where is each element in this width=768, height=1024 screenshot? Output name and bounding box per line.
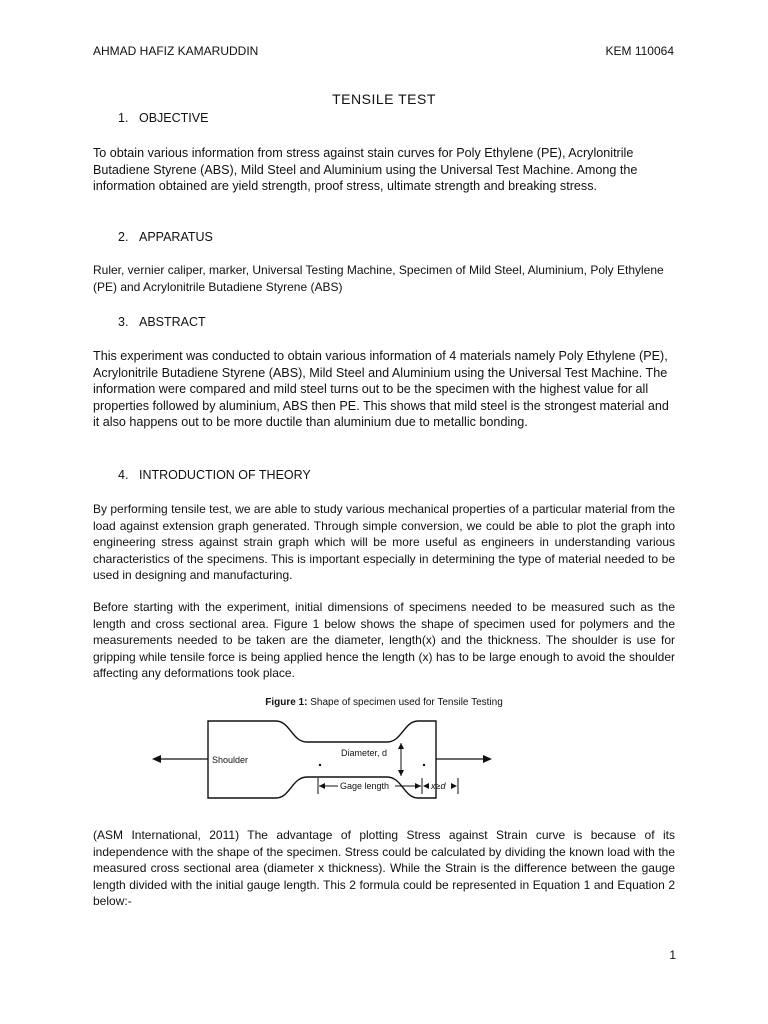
section-theory-heading — [118, 468, 311, 482]
theory-paragraph-1: By performing tensile test, we are able to study various mechanical properties of a particular material from the load against extension graph generated. Through simple conversion, we could be able to plot the graph into engineering stress against strain graph which will be more useful as engineers in understanding various characteristics of the specimens. This is important especially in determining the type of material needed to be used in designing and manufacturing. — [93, 502, 675, 582]
gauge-mark — [319, 764, 321, 766]
apparatus-text: Ruler, vernier caliper, marker, Universal Testing Machine, Specimen of Mild Steel, Aluminium, Poly Ethylene (PE) and Acrylonitrile Butadiene Styrene (ABS) — [93, 263, 664, 294]
section-number: 2. — [118, 230, 129, 244]
theory-paragraph-2: Before starting with the experiment, initial dimensions of specimens needed to be measured such as the length and cross sectional area. Figure 1 below shows the shape of specimen used for polymers and the measurements needed to be taken are the diameter, length(x) and the thickness. The shoulder is use for gripping while tensile force is being applied hence the length (x) has to be large enough to avoid the shoulder affecting any deformations took place. — [93, 600, 675, 680]
x-arrowhead-icon — [423, 783, 429, 789]
figure-label: Figure 1: — [265, 697, 308, 708]
diameter-arrowhead-icon — [398, 770, 404, 776]
gage-length-label: Gage length — [340, 781, 390, 791]
gauge-mark — [423, 764, 425, 766]
diameter-arrowhead-icon — [398, 743, 404, 749]
shoulder-label: Shoulder — [212, 755, 249, 765]
gage-arrowhead-icon — [319, 783, 325, 789]
section-heading: ABSTRACT — [139, 315, 206, 329]
diameter-label: Diameter, d — [341, 748, 388, 758]
header-id: KEM 110064 — [605, 44, 674, 58]
page-number: 1 — [669, 948, 676, 962]
section-number: 3. — [118, 315, 129, 329]
section-number: 1. — [118, 111, 129, 125]
header-author: AHMAD HAFIZ KAMARUDDIN — [93, 44, 259, 58]
specimen-figure — [152, 716, 492, 804]
x-label: x≥d — [431, 781, 446, 791]
abstract-text: This experiment was conducted to obtain various information of 4 materials namely Poly Ethylene (PE), Acrylonitrile Butadiene Styrene (ABS), Mild Steel and Aluminium using the Universal Test Machine. The information were compared and mild steel turns out to be the specimen with the highest value for all properties followed by aluminium, ABS then PE. This shows that mild steel is the strongest material and it also happens out to be more ductile than aluminium due to metallic bonding. — [93, 349, 669, 429]
gage-arrowhead-icon — [415, 783, 421, 789]
right-arrowhead-icon — [483, 755, 492, 763]
x-arrowhead-icon — [451, 783, 457, 789]
section-objective-heading — [118, 111, 208, 125]
document-title: TENSILE TEST — [332, 91, 436, 107]
figure-caption — [0, 697, 768, 708]
left-arrowhead-icon — [152, 755, 161, 763]
theory-paragraph-3: (ASM International, 2011) The advantage of plotting Stress against Strain curve is because of its independence with the shape of the specimen. Stress could be calculated by dividing the known load with the measured cross sectional area (diameter x thickness). While the Strain is the difference between the gauge length divided with the initial gauge length. This 2 formula could be represented in Equation 1 and Equation 2 below:- — [93, 828, 675, 908]
section-number: 4. — [118, 468, 129, 482]
objective-text: To obtain various information from stress against stain curves for Poly Ethylene (PE), Acrylonitrile Butadiene Styrene (ABS), Mild Steel and Aluminium using the Universal Test Machine. Among the information obtained are yield strength, proof stress, ultimate strength and breaking stress. — [93, 146, 638, 193]
section-apparatus-heading — [118, 230, 213, 244]
section-abstract-heading — [118, 315, 206, 329]
figure-caption-text: Shape of specimen used for Tensile Testing — [307, 697, 503, 708]
section-heading: INTRODUCTION OF THEORY — [139, 468, 311, 482]
section-heading: APPARATUS — [139, 230, 213, 244]
section-heading: OBJECTIVE — [139, 111, 209, 125]
